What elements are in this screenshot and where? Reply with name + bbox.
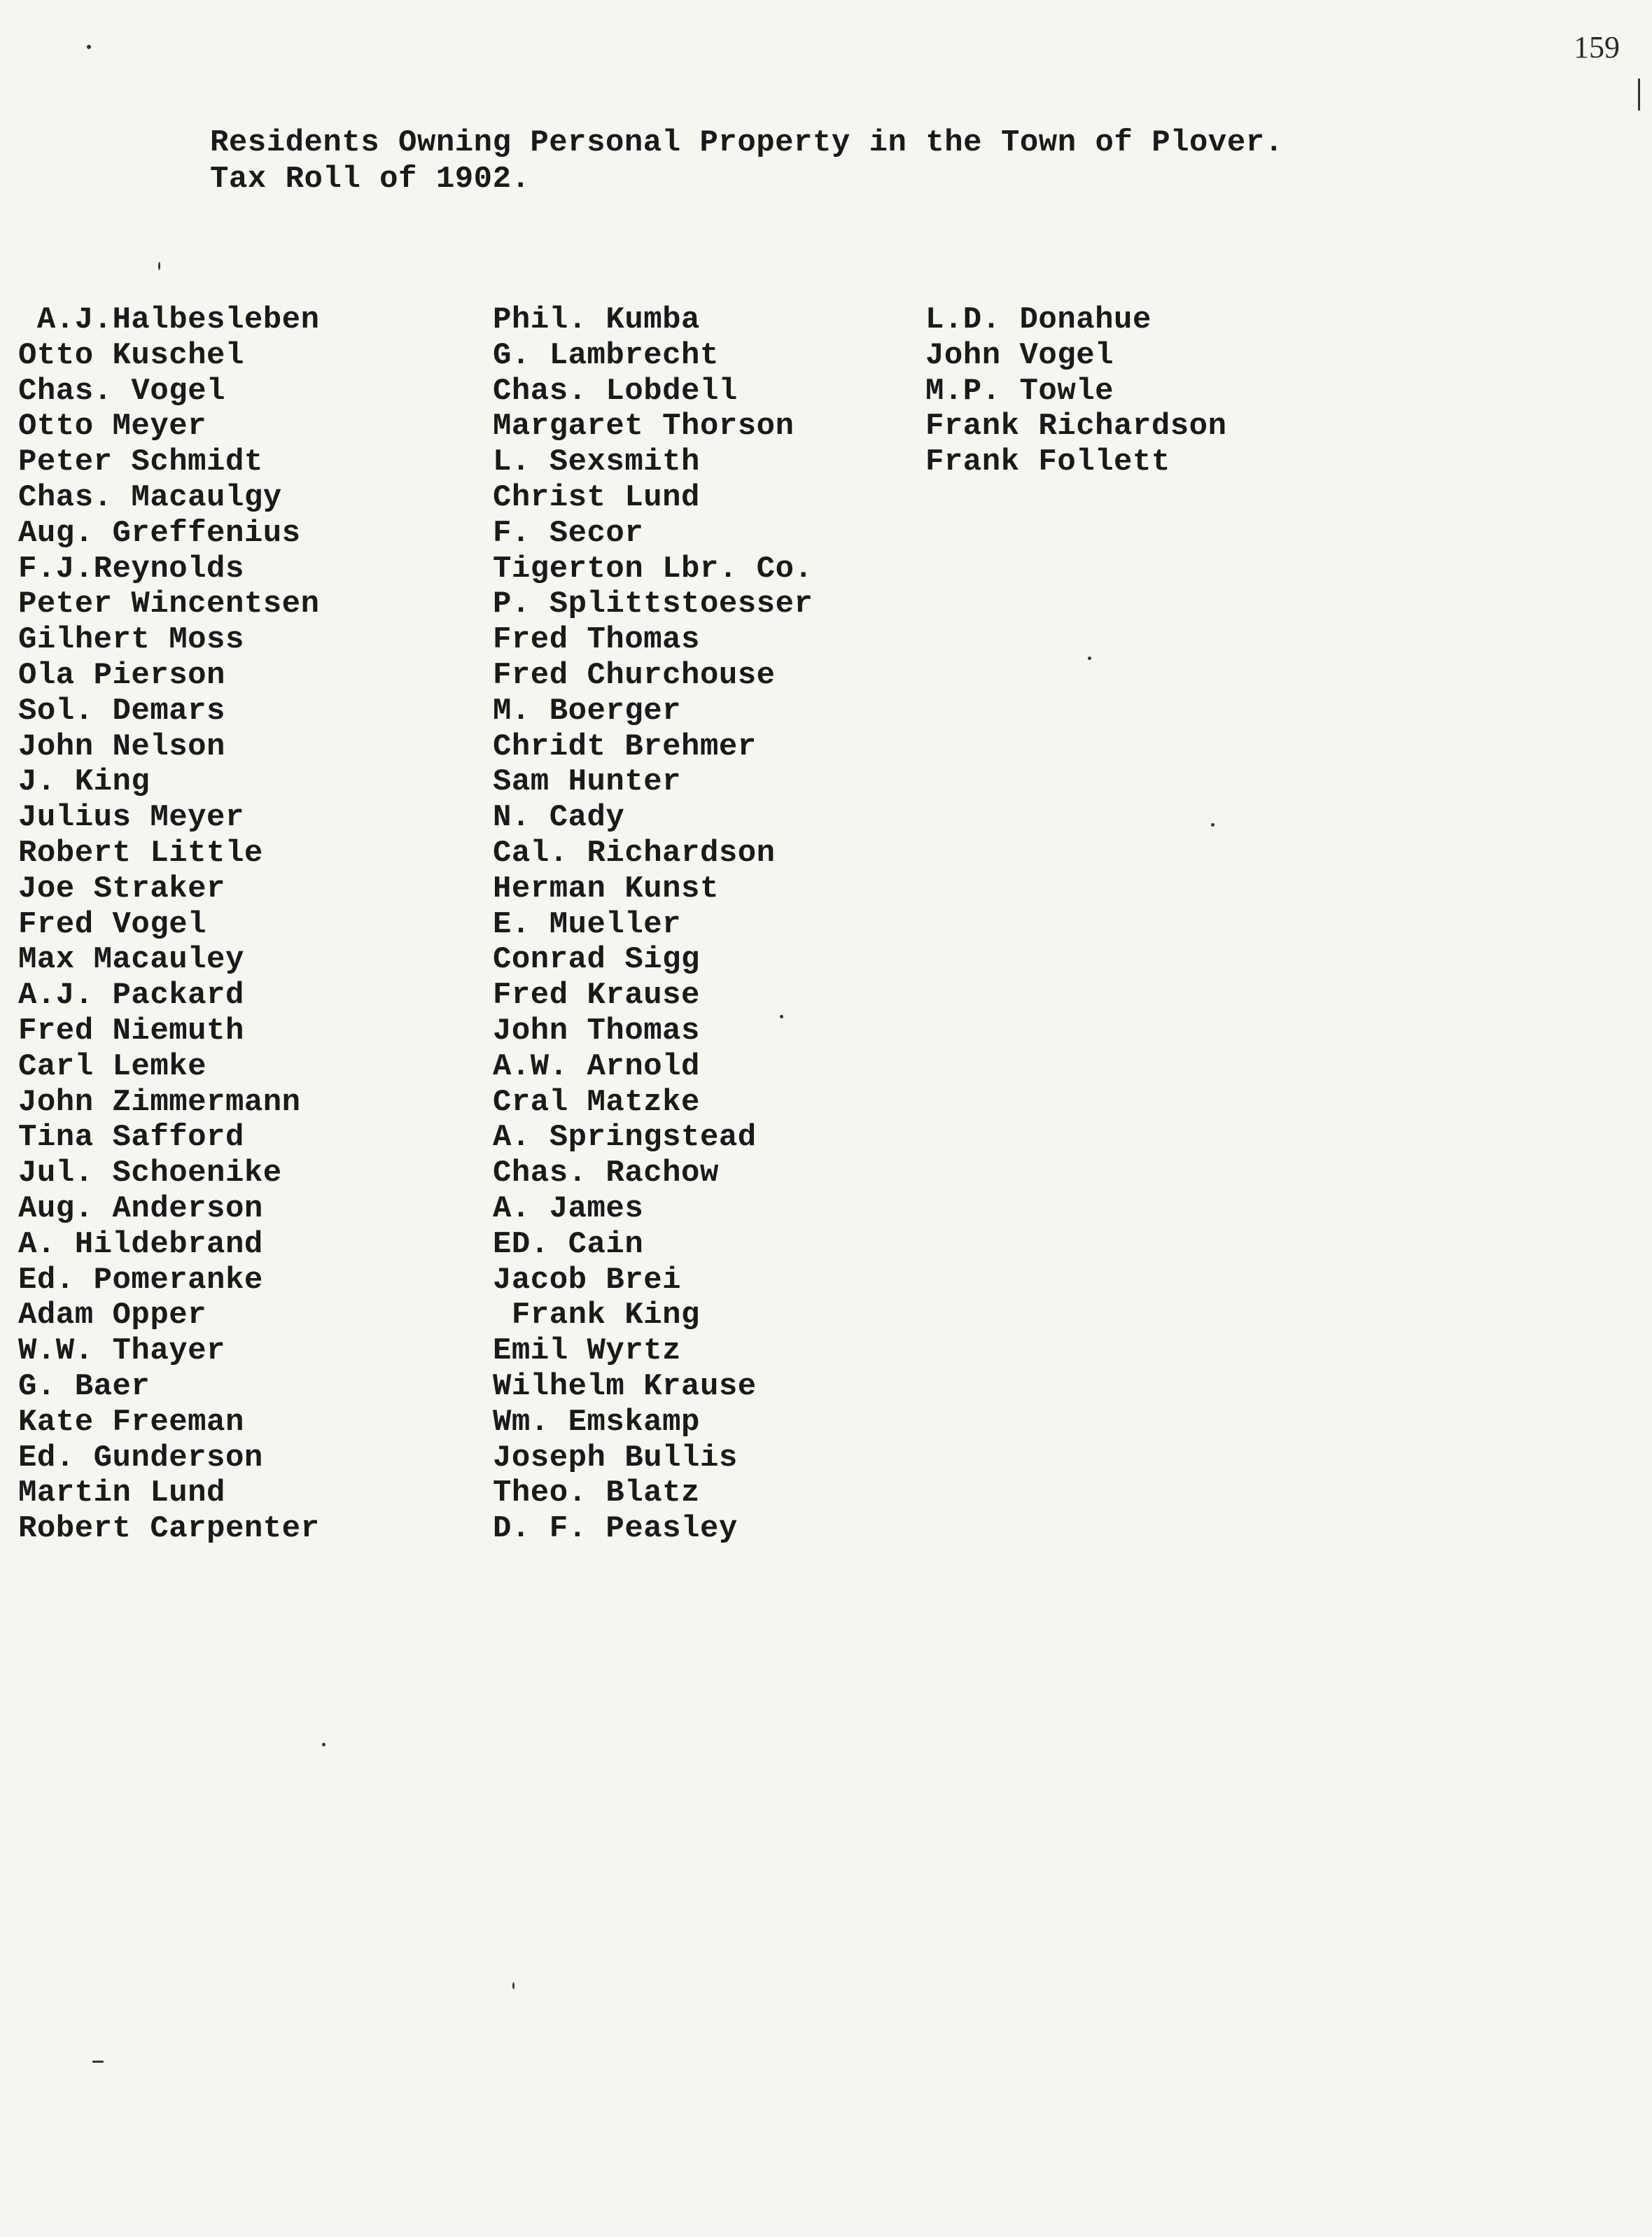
resident-name: Chas. Lobdell [493, 373, 738, 409]
resident-name: Robert Carpenter [18, 1511, 320, 1547]
resident-name: Wm. Emskamp [493, 1404, 700, 1440]
resident-name: John Zimmermann [18, 1084, 301, 1120]
paper-speck [87, 45, 91, 49]
resident-name: Adam Opper [18, 1298, 207, 1333]
resident-name: Sol. Demars [18, 693, 225, 729]
resident-name: Ola Pierson [18, 657, 225, 693]
resident-name: W.W. Thayer [18, 1333, 225, 1369]
paper-speck [92, 2061, 104, 2063]
paper-speck [158, 262, 160, 270]
resident-name: M.P. Towle [925, 373, 1114, 409]
resident-name: Conrad Sigg [493, 942, 700, 978]
title-line-2: Tax Roll of 1902. [210, 162, 531, 197]
resident-name: Ed. Gunderson [18, 1440, 263, 1475]
resident-name: J. King [18, 764, 150, 800]
resident-name: Chridt Brehmer [493, 729, 757, 764]
resident-name: Chas. Rachow [493, 1156, 719, 1191]
resident-name: Christ Lund [493, 479, 700, 515]
paper-speck [1088, 657, 1091, 660]
resident-name: ED. Cain [493, 1226, 644, 1262]
resident-name: F. Secor [493, 515, 644, 551]
resident-name: Tigerton Lbr. Co. [493, 551, 813, 587]
title-line-1: Residents Owning Personal Property in the Town of Plover. [210, 125, 1284, 160]
resident-name: Peter Schmidt [18, 444, 263, 480]
resident-name: F.J.Reynolds [18, 551, 244, 587]
resident-name: Frank King [493, 1298, 700, 1333]
resident-name: Frank Follett [925, 444, 1170, 480]
resident-name: P. Splittstoesser [493, 587, 813, 622]
resident-name: A. Springstead [493, 1120, 757, 1156]
resident-name: Herman Kunst [493, 871, 719, 906]
resident-name: Robert Little [18, 835, 263, 871]
resident-name: Joe Straker [18, 871, 225, 906]
resident-name: Carl Lemke [18, 1049, 207, 1084]
paper-speck [1211, 823, 1214, 827]
resident-name: L. Sexsmith [493, 444, 700, 480]
resident-name: Sam Hunter [493, 764, 682, 800]
resident-name: Kate Freeman [18, 1404, 244, 1440]
resident-name: Jul. Schoenike [18, 1156, 282, 1191]
names-column-1 [18, 302, 319, 1547]
resident-name: Otto Meyer [18, 409, 207, 444]
resident-name: Aug. Greffenius [18, 515, 301, 551]
resident-name: John Thomas [493, 1013, 700, 1049]
resident-name: Max Macauley [18, 942, 244, 978]
page-number: 159 [1574, 30, 1620, 64]
resident-name: A.J. Packard [18, 978, 244, 1014]
resident-name: Fred Vogel [18, 906, 207, 942]
resident-name: Chas. Vogel [18, 373, 225, 409]
resident-name: John Vogel [925, 337, 1114, 373]
resident-name: Fred Churchouse [493, 657, 776, 693]
resident-name: Cral Matzke [493, 1084, 700, 1120]
resident-name: Fred Thomas [493, 622, 700, 658]
resident-name: M. Boerger [493, 693, 682, 729]
resident-name: Chas. Macaulgy [18, 479, 282, 515]
resident-name: A. James [493, 1191, 644, 1226]
names-column-3 [925, 302, 1226, 480]
resident-name: E. Mueller [493, 906, 682, 942]
resident-name: Emil Wyrtz [493, 1333, 682, 1369]
resident-name: G. Lambrecht [493, 337, 719, 373]
resident-name: N. Cady [493, 800, 625, 836]
resident-name: Frank Richardson [925, 409, 1227, 444]
resident-name: Joseph Bullis [493, 1440, 738, 1475]
document-title [210, 125, 1284, 197]
resident-name: Wilhelm Krause [493, 1368, 757, 1404]
resident-name: Cal. Richardson [493, 835, 776, 871]
resident-name: Theo. Blatz [493, 1475, 700, 1511]
resident-name: L.D. Donahue [925, 302, 1152, 337]
resident-name: Phil. Kumba [493, 302, 700, 337]
resident-name: Otto Kuschel [18, 337, 244, 373]
resident-name: Ed. Pomeranke [18, 1262, 263, 1298]
resident-name: Tina Safford [18, 1120, 244, 1156]
resident-name: John Nelson [18, 729, 225, 764]
names-column-2 [493, 302, 813, 1547]
paper-speck [512, 1982, 514, 1989]
resident-name: Jacob Brei [493, 1262, 682, 1298]
resident-name: D. F. Peasley [493, 1511, 738, 1547]
resident-name: Aug. Anderson [18, 1191, 263, 1226]
resident-name: Gilhert Moss [18, 622, 244, 658]
resident-name: A.W. Arnold [493, 1049, 700, 1084]
paper-speck [1638, 78, 1640, 111]
resident-name: Margaret Thorson [493, 409, 794, 444]
resident-name: A. Hildebrand [18, 1226, 263, 1262]
resident-name: Fred Niemuth [18, 1013, 244, 1049]
resident-name: A.J.Halbesleben [18, 302, 320, 337]
resident-name: Peter Wincentsen [18, 587, 320, 622]
paper-speck [780, 1015, 783, 1018]
resident-name: Julius Meyer [18, 800, 244, 836]
resident-name: G. Baer [18, 1368, 150, 1404]
resident-name: Martin Lund [18, 1475, 225, 1511]
resident-name: Fred Krause [493, 978, 700, 1014]
paper-speck [322, 1743, 326, 1746]
